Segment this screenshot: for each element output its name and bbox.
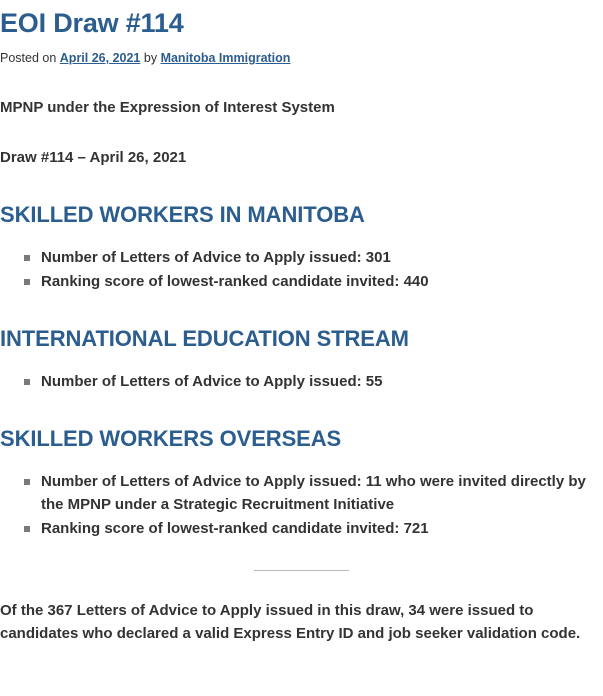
list-item: Number of Letters of Advice to Apply issued: 55: [41, 370, 603, 393]
posted-on-label: Posted on: [0, 51, 57, 65]
section-list-skilled-workers-manitoba: [0, 246, 603, 293]
section-list-international-education-stream: [0, 370, 603, 393]
section-list-skilled-workers-overseas: [0, 470, 603, 540]
list-item: Ranking score of lowest-ranked candidate invited: 721: [41, 517, 603, 540]
post-author-link[interactable]: Manitoba Immigration: [160, 51, 291, 65]
section-heading-skilled-workers-manitoba: SKILLED WORKERS IN MANITOBA: [0, 202, 365, 227]
list-item: Number of Letters of Advice to Apply issued: 11 who were invited directly by the MPNP under a Strategic Recruitment Initiative: [41, 470, 603, 516]
section-heading-international-education-stream: INTERNATIONAL EDUCATION STREAM: [0, 326, 409, 351]
section-divider: [0, 570, 603, 571]
post-meta: [0, 50, 603, 66]
by-label: by: [143, 51, 158, 65]
intro-paragraph-2: Draw #114 – April 26, 2021: [0, 149, 187, 166]
list-item: Number of Letters of Advice to Apply issued: 301: [41, 246, 603, 269]
intro-paragraph-1: MPNP under the Expression of Interest System: [0, 99, 335, 116]
footer-note: Of the 367 Letters of Advice to Apply issued in this draw, 34 were issued to candidates who declared a valid Express Entry ID and job seeker validation code.: [0, 602, 581, 642]
post-date-link[interactable]: April 26, 2021: [59, 51, 141, 65]
section-heading-skilled-workers-overseas: SKILLED WORKERS OVERSEAS: [0, 426, 342, 451]
divider-line: [254, 570, 349, 571]
page-title: EOI Draw #114: [0, 8, 184, 38]
article-container: [0, 8, 603, 645]
list-item: Ranking score of lowest-ranked candidate invited: 440: [41, 270, 603, 293]
